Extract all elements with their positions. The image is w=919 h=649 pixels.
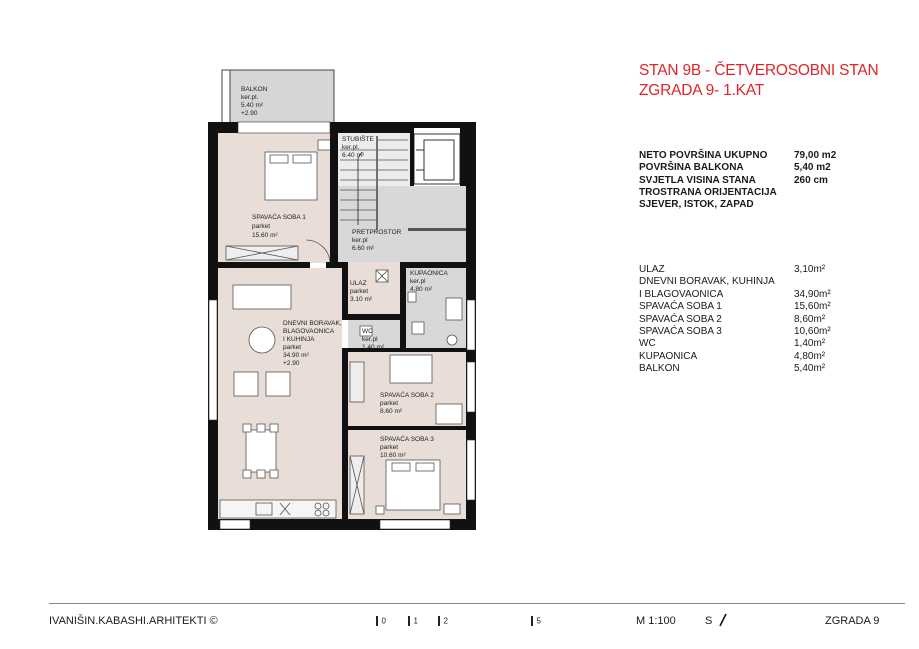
svg-text:KUPAONICA: KUPAONICA — [410, 270, 448, 277]
svg-text:10.60 m²: 10.60 m² — [380, 452, 406, 459]
north-arrow-icon — [718, 613, 728, 630]
north-label: S — [705, 615, 713, 627]
room-row: DNEVNI BORAVAK, KUHINJA — [639, 276, 775, 288]
ceiling-label: SVJETLA VISINA STANA — [639, 174, 756, 186]
svg-text:parket: parket — [380, 444, 399, 451]
svg-text:parket: parket — [252, 223, 271, 230]
sofa — [233, 285, 291, 309]
svg-text:parket: parket — [350, 288, 369, 295]
room-row: BALKON 5,40m² — [639, 363, 826, 375]
svg-text:BLAGOVAONICA: BLAGOVAONICA — [283, 328, 335, 335]
dining-table — [246, 430, 276, 472]
svg-text:I KUHINJA: I KUHINJA — [283, 336, 315, 343]
svg-text:DNEVNI BORAVAK,: DNEVNI BORAVAK, — [283, 320, 342, 327]
elevator — [414, 134, 460, 184]
svg-text:SPAVAĆA SOBA 3: SPAVAĆA SOBA 3 — [380, 436, 434, 443]
net-area-label: NETO POVRŠINA UKUPNO — [639, 150, 768, 161]
scale-bar-mark: 5 — [531, 615, 541, 627]
svg-text:ULAZ: ULAZ — [350, 280, 367, 287]
orientation-line2: SJEVER, ISTOK, ZAPAD — [639, 199, 754, 211]
svg-text:SPAVAĆA SOBA 2: SPAVAĆA SOBA 2 — [380, 392, 434, 399]
armchair — [234, 372, 258, 396]
scale-bar-mark: 1 — [408, 615, 418, 627]
apartment-title: STAN 9B - ČETVEROSOBNI STAN — [639, 62, 879, 79]
svg-text:PRETPROSTOR: PRETPROSTOR — [352, 229, 402, 236]
svg-text:3.10 m²: 3.10 m² — [350, 296, 373, 303]
balcony-area-value: 5,40 m2 — [794, 162, 831, 174]
svg-text:6.60 m²: 6.60 m² — [352, 245, 375, 252]
svg-text:5.40 m²: 5.40 m² — [241, 102, 264, 109]
net-area-value: 79,00 m2 — [794, 150, 837, 161]
building-label: ZGRADA 9 — [825, 615, 880, 627]
svg-text:parket: parket — [283, 344, 302, 351]
svg-text:6.40 m²: 6.40 m² — [342, 152, 365, 159]
footer-divider — [49, 603, 905, 604]
room-row: SPAVAĆA SOBA 3 10,60m² — [639, 325, 831, 337]
balcony-area-label: POVRŠINA BALKONA — [639, 162, 744, 174]
author-credit: IVANIŠIN.KABASHI.ARHITEKTI © — [49, 615, 218, 627]
scale-bar-mark: 0 — [376, 615, 386, 627]
svg-text:+2.90: +2.90 — [241, 110, 258, 117]
apartment-subtitle: ZGRADA 9- 1.KAT — [639, 82, 765, 99]
orientation-line1: TROSTRANA ORIJENTACIJA — [639, 186, 777, 198]
svg-text:1.40 m²: 1.40 m² — [362, 344, 385, 351]
bed — [265, 152, 317, 200]
armchair — [266, 372, 290, 396]
svg-text:WC: WC — [362, 328, 373, 335]
svg-text:ker.pl: ker.pl — [362, 336, 378, 343]
svg-text:ker.pl.: ker.pl. — [241, 94, 259, 101]
room-row: I BLAGOVAONICA 34,90m² — [639, 288, 831, 300]
footer — [0, 615, 919, 635]
svg-text:ker.pl: ker.pl — [352, 237, 368, 244]
svg-text:+2.90: +2.90 — [283, 360, 300, 367]
scale-label: M 1:100 — [636, 615, 676, 627]
room-row: KUPAONICA 4,80m² — [639, 350, 826, 362]
svg-text:SPAVAĆA SOBA 1: SPAVAĆA SOBA 1 — [252, 214, 306, 221]
room-row: SPAVAĆA SOBA 1 15,60m² — [639, 301, 831, 313]
svg-text:ker.pl.: ker.pl. — [342, 144, 360, 151]
svg-text:8.60 m²: 8.60 m² — [380, 408, 403, 415]
bed — [390, 355, 432, 383]
scale-bar-mark: 2 — [438, 615, 448, 627]
svg-text:34.90 m²: 34.90 m² — [283, 352, 309, 359]
room-row: SPAVAĆA SOBA 2 8,60m² — [639, 313, 826, 325]
svg-text:parket: parket — [380, 400, 399, 407]
bed — [386, 460, 440, 510]
round-table — [249, 327, 275, 353]
svg-text:15.60 m²: 15.60 m² — [252, 232, 278, 239]
room-row: WC 1,40m² — [639, 338, 826, 350]
svg-text:STUBIŠTE: STUBIŠTE — [342, 136, 374, 143]
svg-text:BALKON: BALKON — [241, 86, 268, 93]
ceiling-value: 260 cm — [794, 174, 828, 186]
svg-text:4.80 m²: 4.80 m² — [410, 286, 433, 293]
room-row: ULAZ 3,10m² — [639, 264, 826, 275]
svg-text:ker.pl: ker.pl — [410, 278, 426, 285]
